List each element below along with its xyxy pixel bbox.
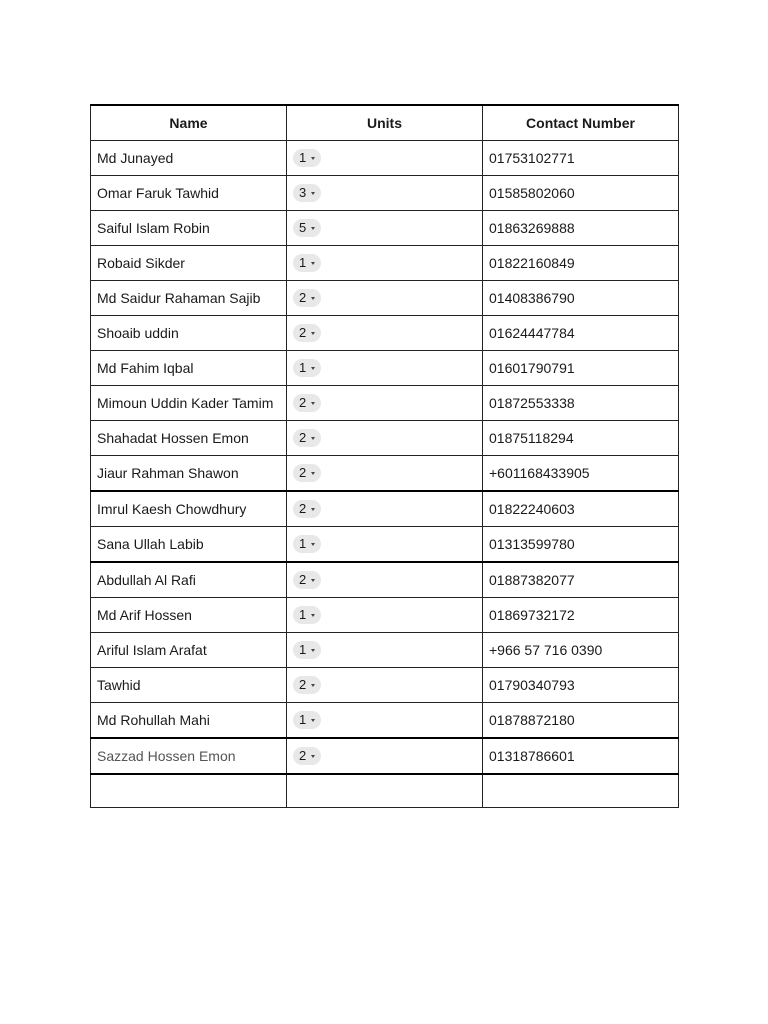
table-row — [91, 281, 679, 316]
units-dropdown-chip[interactable] — [293, 606, 321, 624]
dropdown-caret-icon — [311, 649, 315, 652]
units-dropdown-chip[interactable] — [293, 747, 321, 765]
units-dropdown-chip[interactable] — [293, 254, 321, 272]
dropdown-caret-icon — [311, 297, 315, 300]
cell-units — [287, 351, 483, 386]
cell-contact-number: 01408386790 — [483, 281, 679, 316]
units-value: 2 — [299, 395, 307, 410]
cell-name: Jiaur Rahman Shawon — [91, 456, 287, 492]
cell-name: Imrul Kaesh Chowdhury — [91, 491, 287, 527]
dropdown-caret-icon — [311, 755, 315, 758]
cell-contact-number: 01875118294 — [483, 421, 679, 456]
cell-contact-number: 01753102771 — [483, 141, 679, 176]
cell-name: Omar Faruk Tawhid — [91, 176, 287, 211]
dropdown-caret-icon — [311, 262, 315, 265]
dropdown-caret-icon — [311, 332, 315, 335]
cell-contact-number: 01887382077 — [483, 562, 679, 598]
units-dropdown-chip[interactable] — [293, 464, 321, 482]
cell-name: Md Fahim Iqbal — [91, 351, 287, 386]
units-value: 2 — [299, 325, 307, 340]
units-value: 2 — [299, 501, 307, 516]
dropdown-caret-icon — [311, 543, 315, 546]
table-row — [91, 703, 679, 739]
units-dropdown-chip[interactable] — [293, 394, 321, 412]
units-dropdown-chip[interactable] — [293, 219, 321, 237]
units-value: 2 — [299, 572, 307, 587]
units-value: 2 — [299, 290, 307, 305]
units-dropdown-chip[interactable] — [293, 500, 321, 518]
cell-name: Md Saidur Rahaman Sajib — [91, 281, 287, 316]
units-dropdown-chip[interactable] — [293, 676, 321, 694]
units-value: 1 — [299, 150, 307, 165]
cell-units-empty[interactable] — [287, 774, 483, 808]
table-row — [91, 176, 679, 211]
units-dropdown-chip[interactable] — [293, 149, 321, 167]
units-value: 1 — [299, 360, 307, 375]
table-row — [91, 386, 679, 421]
table-row — [91, 351, 679, 386]
table-row — [91, 668, 679, 703]
dropdown-caret-icon — [311, 402, 315, 405]
table-row — [91, 562, 679, 598]
units-value: 1 — [299, 712, 307, 727]
units-dropdown-chip[interactable] — [293, 571, 321, 589]
cell-units — [287, 141, 483, 176]
cell-contact-number: 01601790791 — [483, 351, 679, 386]
cell-contact-number: 01624447784 — [483, 316, 679, 351]
dropdown-caret-icon — [311, 227, 315, 230]
dropdown-caret-icon — [311, 192, 315, 195]
units-value: 1 — [299, 255, 307, 270]
cell-name: Tawhid — [91, 668, 287, 703]
units-value: 5 — [299, 220, 307, 235]
cell-contact-number: 01863269888 — [483, 211, 679, 246]
table-row — [91, 421, 679, 456]
cell-name: Abdullah Al Rafi — [91, 562, 287, 598]
table-row — [91, 211, 679, 246]
cell-contact-number: +601168433905 — [483, 456, 679, 492]
header-contact-number: Contact Number — [483, 105, 679, 141]
units-value: 3 — [299, 185, 307, 200]
cell-units — [287, 456, 483, 492]
table-row — [91, 738, 679, 774]
cell-name-empty[interactable] — [91, 774, 287, 808]
cell-name: Ariful Islam Arafat — [91, 633, 287, 668]
cell-contact-number: 01878872180 — [483, 703, 679, 739]
cell-name: Md Junayed — [91, 141, 287, 176]
dropdown-caret-icon — [311, 437, 315, 440]
cell-units — [287, 316, 483, 351]
cell-units — [287, 491, 483, 527]
cell-units — [287, 527, 483, 563]
units-value: 1 — [299, 536, 307, 551]
cell-units — [287, 386, 483, 421]
cell-name: Shoaib uddin — [91, 316, 287, 351]
dropdown-caret-icon — [311, 684, 315, 687]
units-dropdown-chip[interactable] — [293, 711, 321, 729]
units-value: 2 — [299, 430, 307, 445]
dropdown-caret-icon — [311, 472, 315, 475]
units-dropdown-chip[interactable] — [293, 184, 321, 202]
cell-name: Robaid Sikder — [91, 246, 287, 281]
units-dropdown-chip[interactable] — [293, 641, 321, 659]
units-value: 2 — [299, 677, 307, 692]
cell-name: Md Rohullah Mahi — [91, 703, 287, 739]
table-row — [91, 633, 679, 668]
units-table — [90, 104, 679, 808]
table-row — [91, 527, 679, 563]
cell-contact-number: 01822240603 — [483, 491, 679, 527]
dropdown-caret-icon — [311, 719, 315, 722]
units-dropdown-chip[interactable] — [293, 429, 321, 447]
units-value: 2 — [299, 748, 307, 763]
units-dropdown-chip[interactable] — [293, 359, 321, 377]
cell-contact-number: 01869732172 — [483, 598, 679, 633]
cell-name: Saiful Islam Robin — [91, 211, 287, 246]
header-units: Units — [287, 105, 483, 141]
dropdown-caret-icon — [311, 614, 315, 617]
table-body — [91, 141, 679, 808]
cell-units — [287, 421, 483, 456]
cell-units — [287, 738, 483, 774]
dropdown-caret-icon — [311, 579, 315, 582]
cell-name: Md Arif Hossen — [91, 598, 287, 633]
units-dropdown-chip[interactable] — [293, 324, 321, 342]
cell-units — [287, 668, 483, 703]
units-dropdown-chip[interactable] — [293, 535, 321, 553]
units-dropdown-chip[interactable] — [293, 289, 321, 307]
table-row — [91, 316, 679, 351]
cell-name: Shahadat Hossen Emon — [91, 421, 287, 456]
cell-contact-number: +966 57 716 0390 — [483, 633, 679, 668]
dropdown-caret-icon — [311, 508, 315, 511]
cell-contact-number: 01318786601 — [483, 738, 679, 774]
cell-units — [287, 562, 483, 598]
cell-name: Sazzad Hossen Emon — [91, 738, 287, 774]
cell-units — [287, 211, 483, 246]
table-row — [91, 491, 679, 527]
cell-contact-empty[interactable] — [483, 774, 679, 808]
table-header-row — [91, 105, 679, 141]
cell-units — [287, 598, 483, 633]
cell-contact-number: 01790340793 — [483, 668, 679, 703]
cell-contact-number: 01822160849 — [483, 246, 679, 281]
cell-units — [287, 176, 483, 211]
cell-units — [287, 246, 483, 281]
header-name: Name — [91, 105, 287, 141]
empty-table-row — [91, 774, 679, 808]
cell-units — [287, 281, 483, 316]
cell-contact-number: 01872553338 — [483, 386, 679, 421]
cell-contact-number: 01313599780 — [483, 527, 679, 563]
dropdown-caret-icon — [311, 367, 315, 370]
cell-name: Sana Ullah Labib — [91, 527, 287, 563]
units-value: 1 — [299, 642, 307, 657]
cell-name: Mimoun Uddin Kader Tamim — [91, 386, 287, 421]
cell-units — [287, 703, 483, 739]
table-row — [91, 456, 679, 492]
table-row — [91, 141, 679, 176]
table-row — [91, 598, 679, 633]
cell-contact-number: 01585802060 — [483, 176, 679, 211]
table-row — [91, 246, 679, 281]
units-value: 2 — [299, 465, 307, 480]
units-value: 1 — [299, 607, 307, 622]
cell-units — [287, 633, 483, 668]
dropdown-caret-icon — [311, 157, 315, 160]
